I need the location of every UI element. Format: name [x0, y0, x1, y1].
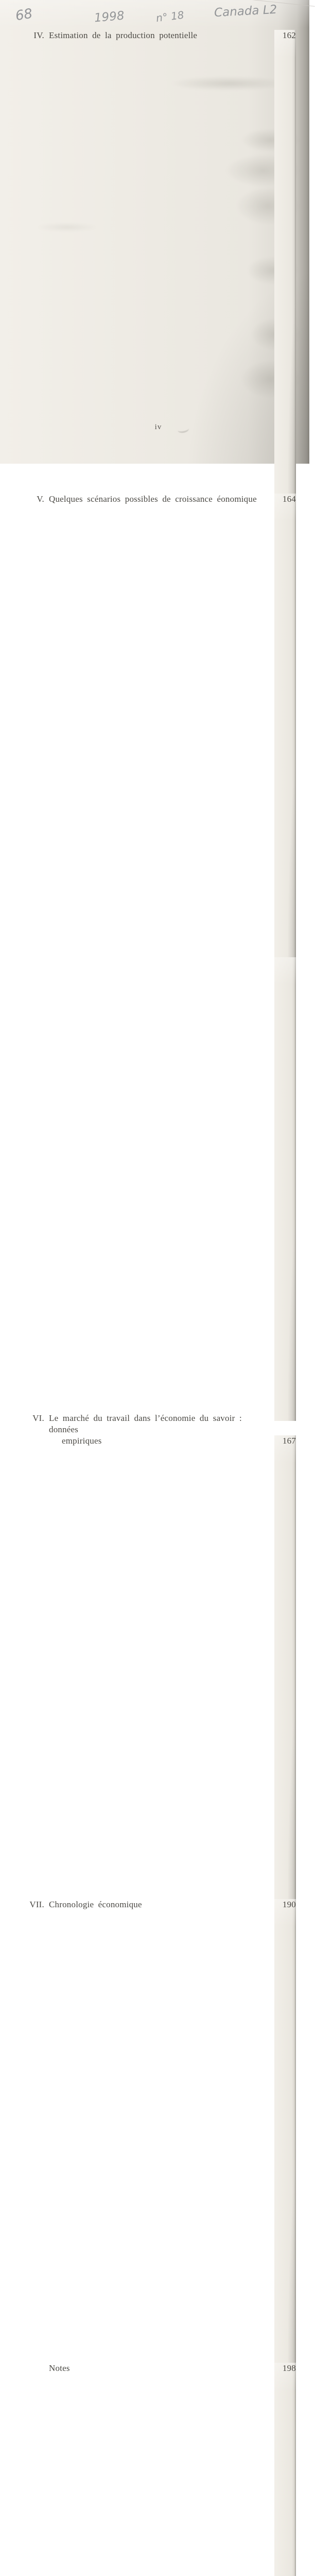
handwritten-number: 68: [14, 6, 34, 24]
toc-entry: [20, 957, 296, 1435]
entry-title-continuation: empiriques: [62, 1436, 102, 1446]
handwritten-year: 1998: [93, 9, 125, 25]
handwritten-label: Canada L2: [214, 3, 277, 20]
entry-number: VI.: [32, 1413, 44, 1423]
entry-title: Chronologie économique: [49, 1900, 142, 1909]
entry-number: VII.: [29, 1900, 44, 1909]
entry-title: Quelques scénarios possibles de croissance éonomique: [49, 494, 257, 504]
entry-title: Estimation de la production potentielle: [49, 30, 198, 40]
entry-title: Le marché du travail dans l’économie du savoir : données: [49, 1413, 242, 1434]
handwritten-issue-number: n° 18: [155, 8, 185, 25]
entry-page: 198: [274, 2363, 296, 2576]
entry-page: [274, 957, 296, 1421]
entry-number: V.: [37, 494, 44, 504]
entry-page: 167: [274, 1435, 296, 1899]
entry-page: 164: [274, 494, 296, 957]
toc-content: [20, 30, 296, 2576]
toc-entry-continuation: [20, 1435, 296, 1899]
toc-main-list: [20, 30, 296, 2576]
entry-title: Notes: [49, 2363, 70, 2373]
entry-page: 162: [274, 30, 296, 494]
toc-entry: [20, 1899, 296, 2363]
toc-entry: [20, 2363, 296, 2576]
entry-number: IV.: [33, 30, 44, 40]
entry-page: 190: [274, 1899, 296, 2363]
page-number: iv: [154, 423, 162, 431]
toc-entry: [20, 494, 296, 957]
